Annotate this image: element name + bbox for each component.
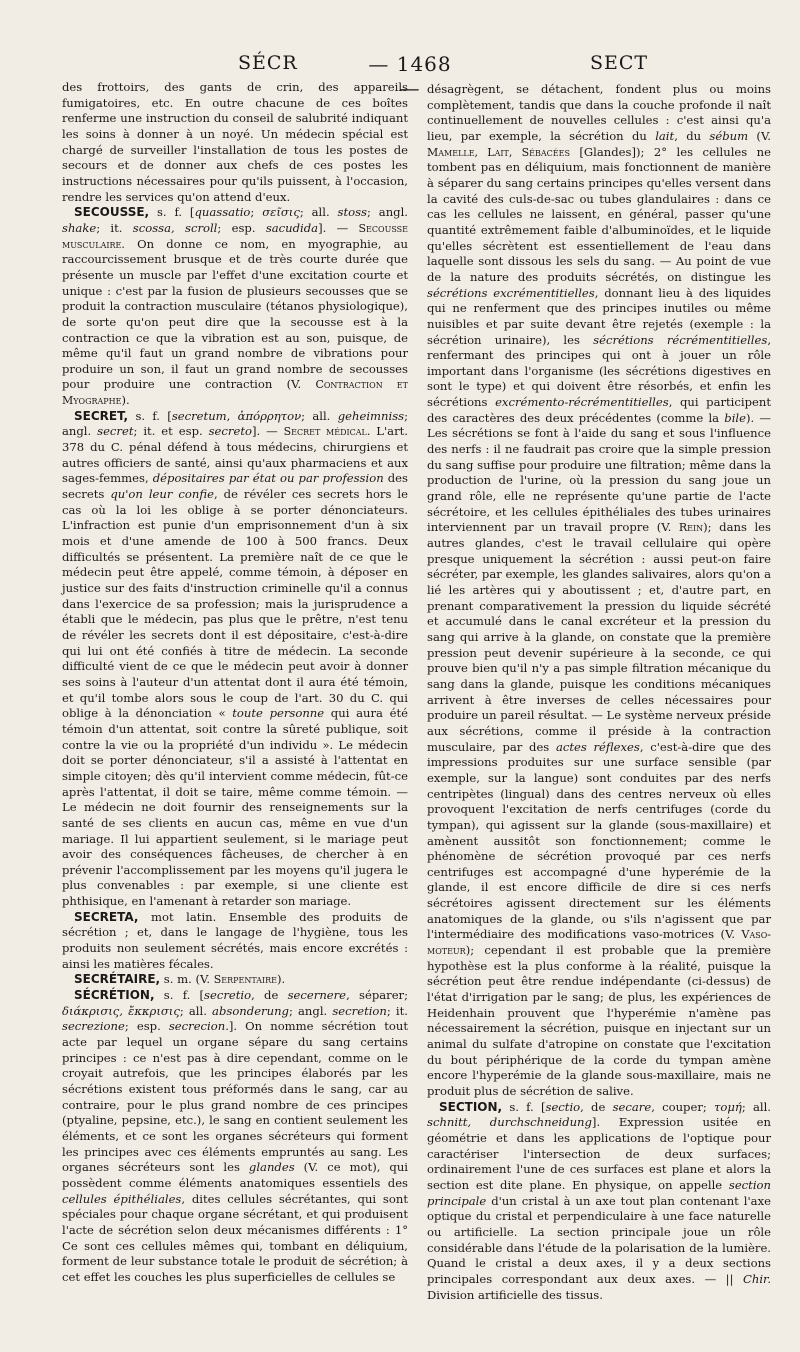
text-run: ]. — <box>318 220 359 235</box>
text-run: , couper; <box>651 1099 714 1114</box>
entry-secretaire <box>62 972 408 988</box>
text-run: cellules épithéliales <box>62 1191 182 1206</box>
text-run: ; angl. <box>288 1003 333 1018</box>
page-number: — 1468 — <box>368 52 452 100</box>
text-run: absonderung <box>212 1003 289 1018</box>
text-run: Mamelle, Lait, Sébacées <box>427 145 570 159</box>
text-run: ἀπόρρητον <box>237 408 302 423</box>
text-run: shake <box>62 220 97 235</box>
text-run: ; it. et esp. <box>133 424 209 439</box>
text-run: stoss <box>337 205 368 220</box>
text-run: Secousse musculaire. <box>62 221 408 251</box>
text-run: sacudida <box>265 220 319 235</box>
headword: SECTION, <box>439 1099 503 1114</box>
text-run: scossa, scroll <box>132 220 218 235</box>
text-run: bile <box>724 410 746 425</box>
text-run: τομή <box>713 1099 742 1114</box>
text-run: L'art. 378 du C. pénal défend à tous médecins, chirurgiens et autres officiers de santé, ainsi qu'aux pharmaciens et aux sages-femmes, <box>62 424 408 486</box>
text-run: quassatio <box>194 205 251 220</box>
text-run: , renfermant des principes qui ont à jouer un rôle important dans l'organisme (les sécrétions digestives en sont le type) et qui doivent être résorbés, et enfin les sécrétions <box>427 332 771 410</box>
text-run: Vaso-moteur <box>427 928 771 958</box>
running-header <box>0 52 800 100</box>
text-run: ; all. <box>301 408 338 423</box>
text-run: geheimniss <box>337 408 405 423</box>
entry-secousse <box>62 205 408 409</box>
text-run: , <box>226 408 238 423</box>
text-run: ; <box>250 205 263 220</box>
entry-secretion <box>62 988 408 1285</box>
text-run: διάκρισις, ἔκκρισις <box>62 1003 180 1018</box>
entry-secreta <box>62 910 408 973</box>
text-run: Division artificielle des tissus. <box>427 1287 603 1302</box>
text-run: qu'on leur confie <box>110 487 214 502</box>
text-run: excrémento-récrémentitielles <box>495 395 669 410</box>
text-run: secrezione <box>62 1019 125 1034</box>
text-run: s. m. (V. <box>160 972 214 987</box>
header-left-catchword: SÉCR <box>238 52 298 74</box>
text-run: , donnant lieu à des liquides qui ne renferment que des principes inutiles ou même nuisibles et par suite devant être rejetés (exemple : la sécrétion urinaire), les <box>427 285 771 347</box>
text-run: des secrets <box>62 471 408 502</box>
text-run: sébum <box>709 128 749 143</box>
text-run: ; it. <box>96 220 133 235</box>
text-run: , de <box>251 988 288 1003</box>
text-run: secretion <box>332 1003 387 1018</box>
text-run: qui aura été témoin d'un attentat, soit contre la sûreté publique, soit contre la vie ou la propriété d'un individu ». Le médecin doit se porter dénonciateur, s'il a assisté à l'attentat en simple citoyen; dès qu'il intervient comme médecin, fût-ce après l'attentat, il doit se taire, même comme témoin. — Le médecin ne doit fournir des renseignements sur la santé de ses clients en aucun cas, même en vue d'un mariage. Il lui appartient seulement, si le mariage peut avoir des conséquences fâcheuses, de chercher à en prévenir l'accomplissement par les moyens qu'il jugera le plus convenables : par exemple, si une cliente est phthisique, en l'amenant à retarder son mariage. <box>62 706 408 909</box>
text-run: σεῖσις <box>262 205 300 220</box>
text-run: ; angl. <box>367 205 408 220</box>
headword: SECRETA, <box>74 909 139 924</box>
text-run: ; angl. <box>62 408 408 439</box>
text-run: s. f. [ <box>128 408 172 423</box>
headword: SECRÉTAIRE, <box>74 972 161 987</box>
text-run: , qui participent des caractères des deux précédentes (comme la <box>427 395 771 425</box>
text-run: ); dans les autres glandes, c'est le travail cellulaire qui opère presque uniquement la sécrétion : aussi peut-on faire sécréter, par exemple, les glandes salivaires, alors qu'on a lié les artères qui y aboutissent ; et, d'autre part, en prenant comparativement la pression du liquide sécrété et accumulé dans le canal excréteur et la pression du sang qui arrive à la glande, on constate que la première pression peut devenir supérieure à la seconde, ce qui prouve bien qu'il n'y a pas simple filtration mécanique du sang dans la glande, puisque les conditions mécaniques arrivent à être inverses de celles nécessaires pour produire un pareil résultat. — Le système nerveux préside aux sécrétions, comme il préside à la contraction musculaire, par des <box>427 520 771 754</box>
text-run: ). — Les sécrétions se font à l'aide du sang et sous l'influence des nerfs : il ne faudrait pas croire que la simple pression du sang suffise pour produire une filtration; même dans la production de l'urine, où la pression du sang joue un grand rôle, elle ne représente qu'une partie de l'acte sécrétoire, et les cellules épithéliales des tubes urinaires interviennent par un travail propre (V. <box>427 410 771 535</box>
text-run: lait <box>655 128 675 143</box>
text-run: secretum <box>171 408 227 423</box>
text-run: , dites cellules sécrétantes, qui sont spéciales pour chaque organe sécrétant, et qui produisent l'acte de sécrétion selon deux mécanismes différents : 1° Ce sont ces cellules mêmes qui, tombant en déliquium, forment de leur substance totale le produit de sécrétion; à cet effet les couches les plus superficielles de cellules se <box>62 1191 408 1284</box>
text-run: s. f. [ <box>149 205 195 220</box>
text-run: secare <box>612 1099 652 1114</box>
text-run: ; it. <box>386 1003 408 1018</box>
text-run: (V. ce mot), qui possèdent comme éléments anatomiques essentiels des <box>62 1160 409 1190</box>
text-run: ]. Expression usitée en géométrie et dans les applications de l'optique pour caractériser l'intersection de deux surfaces; ordinairement l'une de ces surfaces est plane et alors la section est dite plane. En physique, on appelle <box>427 1115 771 1192</box>
text-run: dépositaires par état ou par profession <box>152 471 384 486</box>
text-run: secernere <box>287 988 347 1003</box>
text-run: mot latin. Ensemble des produits de sécrétion ; et, dans le langage de l'hygiène, tous les produits non seulement sécrétés, mais encore excrétés : ainsi les matières fécales. <box>62 909 408 971</box>
text-run: sécrétions récrémentitielles <box>593 332 768 347</box>
text-run: schnitt, durchschneidung <box>427 1115 592 1130</box>
text-run: secrecion <box>168 1019 226 1034</box>
text-run: Chir. <box>743 1271 771 1286</box>
text-run: sécrétions excrémentitielles <box>427 285 595 300</box>
entry-secret <box>62 409 408 910</box>
text-run: ; all. <box>179 1003 213 1018</box>
left-column <box>62 80 408 1286</box>
text-run: Rein <box>678 521 704 535</box>
text-run: ; all. <box>741 1099 771 1114</box>
text-run: sectio <box>545 1099 581 1114</box>
header-right-catchword: SECT <box>590 52 649 74</box>
text-run: On donne ce nom, en myographie, au raccourcissement brusque et de très courte durée que présente un muscle par l'effet d'une excitation courte et unique : c'est par la fusion de plusieurs secousses que se produit la contraction musculaire (tétanos physiologique), de sorte qu'on peut dire que la secousse est à la contraction ce que la vibration est au son, puisque, de même qu'il faut un grand nombre de vibrations pour produire un son, il faut un grand nombre de secousses pour produire une contraction (V. <box>62 236 408 392</box>
text-run: d'un cristal à un axe tout plan contenant l'axe optique du cristal et perpendiculaire à une face naturelle ou artificielle. La section principale joue un rôle considérable dans l'étude de la polarisation de la lumière. Quand le cristal a deux axes, il y a deux sections principales correspondant aux deux axes. — || <box>427 1193 771 1286</box>
text-run: .]. On nomme sécrétion tout acte par lequel un organe sépare du sang certains principes : ce n'est pas à dire cependant, comme on le croyait autrefois, que les principes élaborés par les sécrétions existent tous préformés dans le sang, car au contraire, pour le plus grand nombre de ces principes (ptyaline, pepsine, etc.), le sang en contient seulement les éléments, et ce sont les organes sécréteurs qui forment les principes avec ces éléments empruntés au sang. Les organes sécréteurs sont les <box>62 1019 408 1175</box>
text-run: Serpentaire <box>213 973 278 987</box>
text-run: , du <box>674 128 710 143</box>
text-run: , séparer; <box>346 988 409 1003</box>
text-run: section principale <box>427 1177 771 1208</box>
headword: SÉCRÉTION, <box>74 988 155 1003</box>
text-run: ). <box>121 393 130 408</box>
headword: SECOUSSE, <box>74 205 150 220</box>
text-run: s. f. [ <box>502 1099 546 1114</box>
entry-secretion-continuation <box>427 82 771 1100</box>
text-run: ); cependant il est probable que la première hypothèse est la plus conforme à la réalité, puisque la sécrétion peut être rendue indépendante (ci-dessus) de l'état d'irrigation par le sang; de plus, les expériences de Heidenhain prouvent que l'hyperémie n'amène pas nécessairement la sécrétion, puisque en injectant sur un animal du sulfate d'atropine on constate que l'excitation du bout périphérique de la corde du tympan amène encore l'hyperémie de la glande sous-maxillaire, mais ne produit plus de sécrétion de salive. <box>427 943 771 1098</box>
entry-continuation-paragraph: des frottoirs, des gants de crin, des appareils fumigatoires, etc. En outre chacune de ces boîtes renferme une instruction du conseil de salubrité indiquant les soins à donner à un noyé. Un médecin spécial est chargé de surveiller l'installation de tous les postes de secours et de donner aux chefs de ces postes les instructions nécessaires pour qu'ils puissent, à l'occasion, rendre les services qu'on attend d'eux. <box>62 80 408 204</box>
right-column <box>427 82 771 1303</box>
text-run: ; all. <box>299 205 338 220</box>
text-run: actes réflexes <box>555 739 640 754</box>
text-run: Secret médical. <box>283 425 371 439</box>
headword: SECRET, <box>74 408 129 423</box>
text-run: ; esp. <box>124 1019 169 1034</box>
text-run: ]. — <box>251 424 284 439</box>
text-run: ). <box>277 972 286 987</box>
text-run: (V. <box>748 128 771 143</box>
text-run: secreto <box>208 424 252 439</box>
text-run: , c'est-à-dire que des impressions produites sur une surface sensible (par exemple, sur la langue) sont conduites par des nerfs centripètes (lingual) dans des centres nerveux où elles provoquent l'excitation de nerfs centrifuges (corde du tympan), qui agissent sur la glande (sous-maxillaire) et amènent aussitôt son fonctionnement; comme le phénomène de sécrétion provoqué par ces nerfs centrifuges est accompagné d'une hyperémie de la glande, il est encore difficile de dire si ces nerfs sécrétoires agissent directement sur les éléments anatomiques de la glande, ou s'ils n'agissent que par l'intermédiaire des modifications vaso-motrices (V. <box>427 739 771 942</box>
text-run: secret <box>97 424 134 439</box>
text-run: , de révéler ces secrets hors le cas où la loi les oblige à se porter dénonciateurs. L'infraction est punie d'un emprisonnement d'un à six mois et d'une amende de 100 à 500 francs. Deux difficultés se présentent. La première naît de ce que le médecin peut être appelé, comme témoin, à déposer en justice sur des faits d'instruction criminelle qu'il a connus dans l'exercice de sa profession; mais la jurisprudence a établi que le médecin, pas plus que le prêtre, n'est tenu de révéler les secrets dont il est dépositaire, c'est-à-dire qui lui ont été confiés à titre de médecin. La seconde difficulté vient de ce que le médecin peut avoir à donner ses soins à l'auteur d'un attentat dont il aura été témoin, et qu'il tombe alors sous le coup de l'art. 30 du C. qui oblige à la dénonciation « <box>62 487 408 721</box>
text-run: , de <box>580 1099 613 1114</box>
text-run: secretio <box>204 988 252 1003</box>
text-run: toute personne <box>232 706 325 721</box>
text-run: glandes <box>248 1160 295 1175</box>
text-run: ; esp. <box>217 220 266 235</box>
text-run: s. f. [ <box>154 988 205 1003</box>
text-run: désagrègent, se détachent, fondent plus ou moins complètement, tandis que dans la couche profonde il naît continuellement de nouvelles cellules : c'est ainsi qu'a lieu, par exemple, la sécrétion du <box>427 82 771 143</box>
entry-section <box>427 1100 771 1304</box>
text-run: [Glandes]); 2° les cellules ne tombent pas en déliquium, mais fonctionnent de manière à séparer du sang certains principes qu'elles versent dans la cavité des culs-de-sac ou tubes glandulaires : dans ce cas les cellules ne laissent, en général, passer qu'une quantité extrêmement faible d'albuminoïdes, et le liquide qu'elles sécrètent est essentiellement de l'eau dans laquelle sont dissous les sels du sang. — Au point de vue de la nature des produits sécrétés, on distingue les <box>427 144 771 284</box>
text-run: Contraction et Myographe <box>62 378 408 408</box>
